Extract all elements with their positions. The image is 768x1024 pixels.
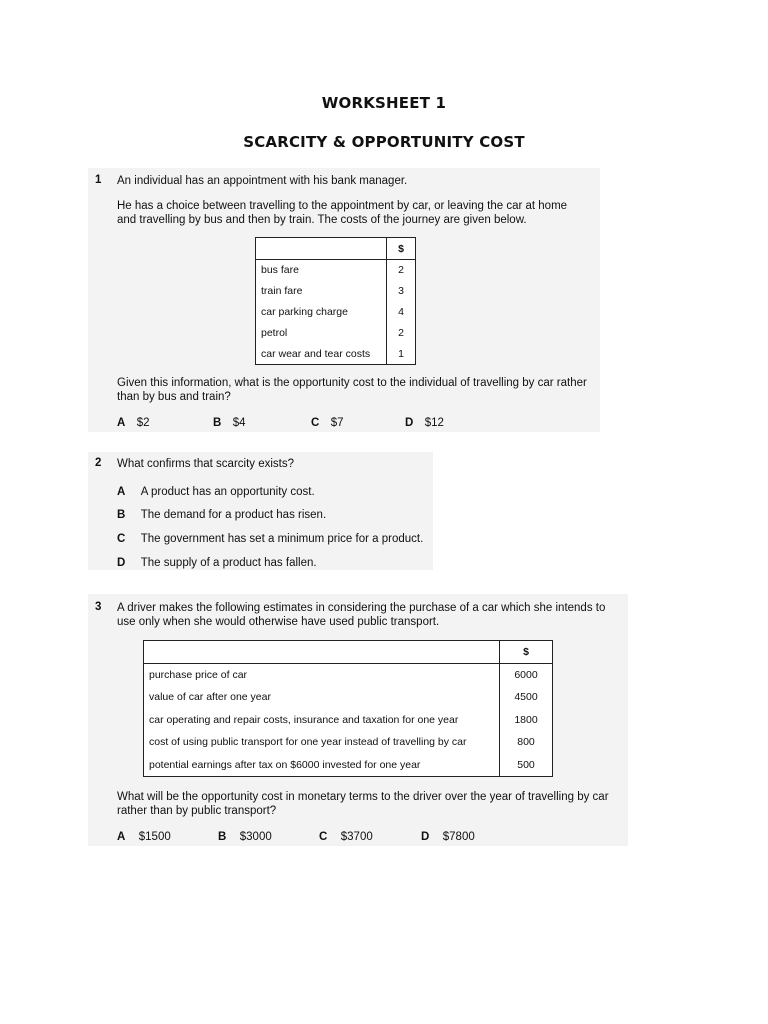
option-letter: C: [311, 417, 320, 429]
q3-option-c[interactable]: [319, 827, 373, 845]
q1-option-c[interactable]: [311, 413, 344, 431]
q2-option-b[interactable]: [117, 505, 326, 523]
table-row: [144, 709, 553, 732]
q1-body: He has a choice between travelling to the appointment by car, or leaving the car at home and travelling by bus and then by train. The costs of the journey are given below.: [117, 200, 568, 226]
q3-row-value: 1800: [500, 709, 553, 732]
q2-question: What confirms that scarcity exists?: [117, 458, 295, 470]
q1-row-item: bus fare: [256, 260, 387, 281]
table-row: [144, 754, 553, 777]
q1-row-item: petrol: [256, 323, 387, 344]
q3-cost-table: [143, 640, 553, 777]
q3-row-value: 800: [500, 731, 553, 754]
table-row: [256, 323, 416, 344]
table-row: [256, 260, 416, 281]
option-letter: C: [319, 831, 328, 843]
q1-row-item: car parking charge: [256, 302, 387, 323]
q3-row-item: purchase price of car: [144, 664, 500, 687]
q2-option-a[interactable]: [117, 482, 315, 500]
q1-row-value: 3: [387, 281, 416, 302]
q3-intro: A driver makes the following estimates in considering the purchase of a car which she intends to use only when she would otherwise have used public transport.: [117, 602, 606, 628]
option-text: $3700: [340, 831, 373, 843]
option-letter: B: [117, 509, 126, 521]
q1-question: Given this information, what is the opportunity cost to the individual of travelling by car rather than by bus and train?: [117, 377, 587, 403]
q2-option-d[interactable]: [117, 553, 317, 571]
q1-option-d[interactable]: [405, 413, 444, 431]
option-text: The government has set a minimum price for a product.: [140, 533, 424, 545]
table-row: [256, 302, 416, 323]
table-row: [144, 664, 553, 687]
table-row: [144, 731, 553, 754]
q1-row-item: car wear and tear costs: [256, 344, 387, 365]
q1-table-header-item: [256, 238, 387, 260]
page-title: WORKSHEET 1: [321, 94, 447, 112]
q1-cost-table: [255, 237, 416, 365]
q1-row-item: train fare: [256, 281, 387, 302]
option-text: $2: [136, 417, 150, 429]
option-letter: B: [218, 831, 227, 843]
table-row: [256, 281, 416, 302]
q1-option-a[interactable]: [117, 413, 150, 431]
q3-table-header-item: [144, 641, 500, 664]
q1-row-value: 2: [387, 323, 416, 344]
q3-row-value: 4500: [500, 686, 553, 709]
option-text: The demand for a product has risen.: [140, 509, 327, 521]
q1-intro: An individual has an appointment with his bank manager.: [117, 175, 408, 187]
q3-option-d[interactable]: [421, 827, 475, 845]
option-letter: D: [421, 831, 430, 843]
q1-option-b[interactable]: [213, 413, 246, 431]
option-text: $12: [424, 417, 444, 429]
q3-row-item: cost of using public transport for one year instead of travelling by car: [144, 731, 500, 754]
option-letter: C: [117, 533, 126, 545]
option-letter: A: [117, 831, 126, 843]
table-row: [144, 686, 553, 709]
q1-row-value: 4: [387, 302, 416, 323]
option-letter: D: [117, 557, 126, 569]
option-text: $4: [232, 417, 246, 429]
option-text: $3000: [239, 831, 272, 843]
option-text: A product has an opportunity cost.: [140, 486, 315, 498]
q1-row-value: 1: [387, 344, 416, 365]
q3-row-value: 6000: [500, 664, 553, 687]
q3-row-value: 500: [500, 754, 553, 777]
option-text: The supply of a product has fallen.: [140, 557, 317, 569]
q3-row-item: potential earnings after tax on $6000 invested for one year: [144, 754, 500, 777]
q3-row-item: car operating and repair costs, insurance and taxation for one year: [144, 709, 500, 732]
page-subtitle: SCARCITY & OPPORTUNITY COST: [243, 133, 525, 151]
q3-option-b[interactable]: [218, 827, 272, 845]
q3-number: 3: [95, 601, 102, 613]
q3-question: What will be the opportunity cost in monetary terms to the driver over the year of travelling by car rather than by public transport?: [117, 791, 609, 817]
q3-row-item: value of car after one year: [144, 686, 500, 709]
q3-option-a[interactable]: [117, 827, 171, 845]
option-letter: B: [213, 417, 222, 429]
option-text: $7: [330, 417, 344, 429]
option-letter: A: [117, 486, 126, 498]
option-letter: D: [405, 417, 414, 429]
option-letter: A: [117, 417, 126, 429]
table-row: [256, 344, 416, 365]
q2-option-c[interactable]: [117, 529, 423, 547]
q2-number: 2: [95, 457, 102, 469]
q1-table-header-value: $: [387, 238, 416, 260]
option-text: $7800: [442, 831, 475, 843]
option-text: $1500: [138, 831, 171, 843]
q1-number: 1: [95, 174, 102, 186]
q3-table-header-value: $: [500, 641, 553, 664]
q1-row-value: 2: [387, 260, 416, 281]
